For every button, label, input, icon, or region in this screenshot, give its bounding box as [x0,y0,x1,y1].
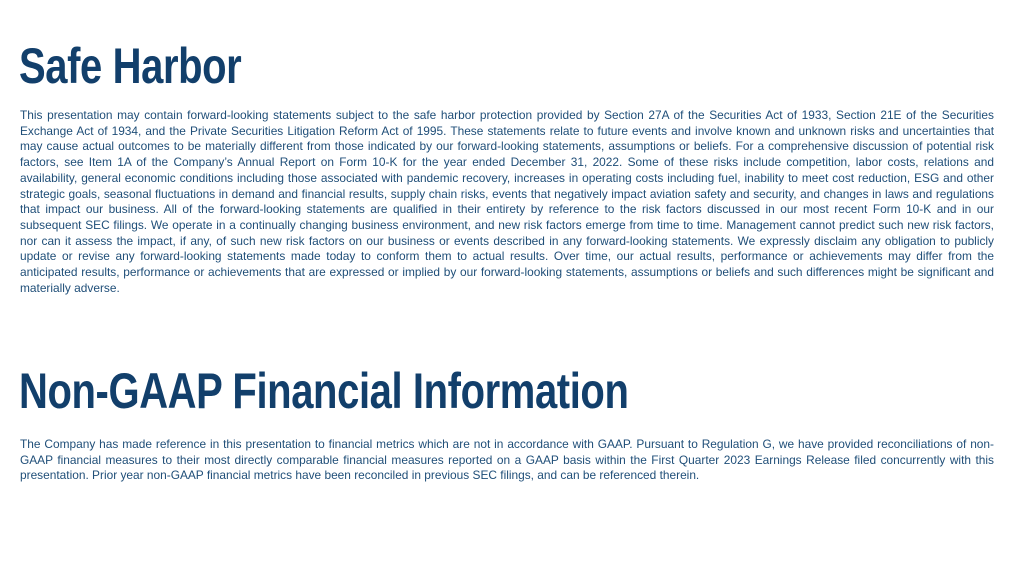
non-gaap-title: Non-GAAP Financial Information [19,363,629,419]
safe-harbor-body: This presentation may contain forward-looking statements subject to the safe harbor protection provided by Section 27A of the Securities Act of 1933, Section 21E of the Securities Exchange Act of 1934, and the Private Securities Litigation Reform Act of 1995. These statements relate to future events and involve known and unknown risks and uncertainties that may cause actual outcomes to be materially different from those indicated by our forward-looking statements, assumptions or beliefs. For a comprehensive discussion of potential risk factors, see Item 1A of the Company’s Annual Report on Form 10-K for the year ended December 31, 2022. Some of these risks include competition, labor costs, relations and availability, general economic conditions including those associated with pandemic recovery, increases in operating costs including fuel, inability to meet cost reduction, ESG and other strategic goals, seasonal fluctuations in demand and financial results, supply chain risks, events that negatively impact aviation safety and security, and changes in laws and regulations that impact our business. All of the forward-looking statements are qualified in their entirety by reference to the risk factors discussed in our most recent Form 10-K and in our subsequent SEC filings. We operate in a continually changing business environment, and new risk factors emerge from time to time. Management cannot predict such new risk factors, nor can it assess the impact, if any, of such new risk factors on our business or events described in any forward-looking statements. We expressly disclaim any obligation to publicly update or revise any forward-looking statements made today to conform them to actual results. Over time, our actual results, performance or achievements may differ from the anticipated results, performance or achievements that are expressed or implied by our forward-looking statements, assumptions or beliefs and such differences might be significant and materially adverse. [20,108,994,295]
non-gaap-body: The Company has made reference in this presentation to financial metrics which are not in accordance with GAAP. Pursuant to Regulation G, we have provided reconciliations of non-GAAP financial measures to their most directly comparable financial measures reported on a GAAP basis within the First Quarter 2023 Earnings Release filed concurrently with this presentation. Prior year non-GAAP financial metrics have been reconciled in previous SEC filings, and can be referenced therein. [20,437,994,483]
safe-harbor-title: Safe Harbor [19,38,242,94]
